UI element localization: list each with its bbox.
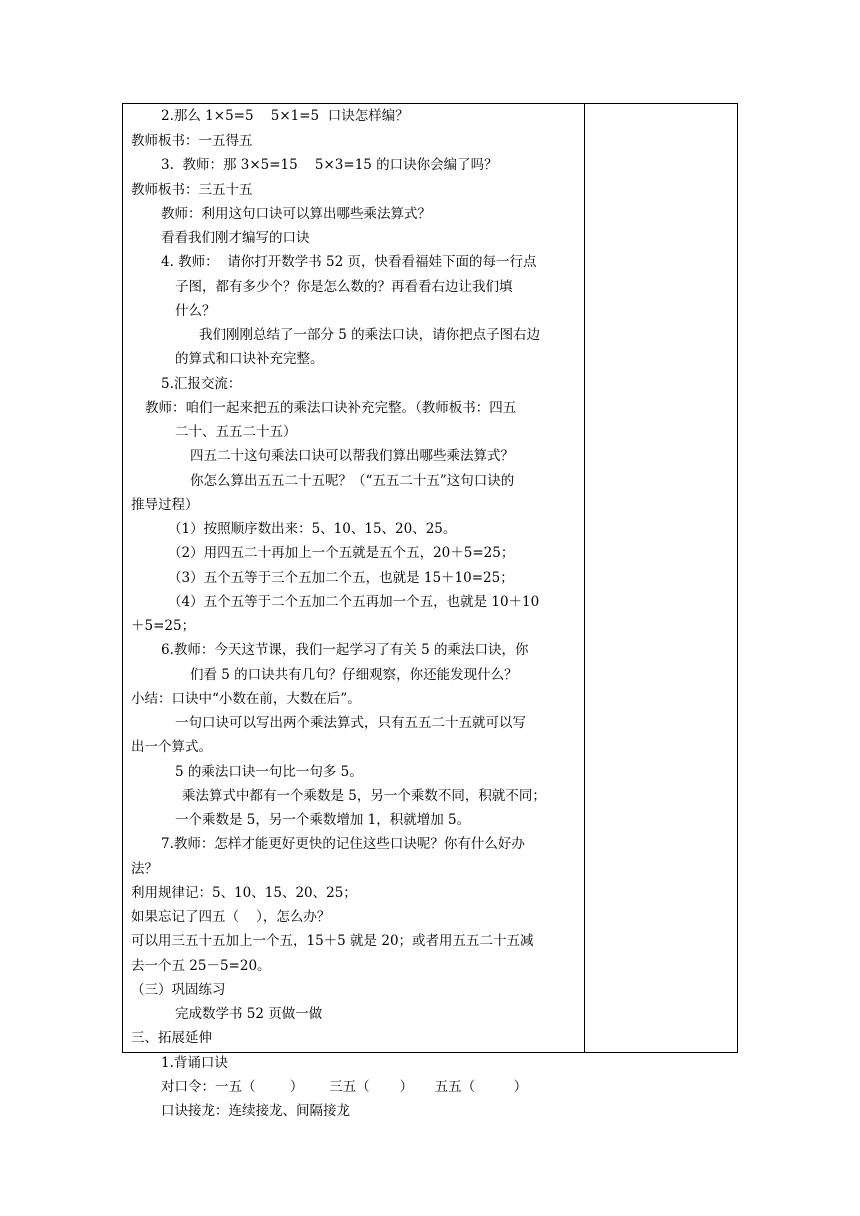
text-line: 一个乘数是 5，另一个乘数增加 1，积就增加 5。 bbox=[175, 812, 471, 828]
text-line: 三、拓展延伸 bbox=[131, 1030, 212, 1046]
text-line: 教师板书：三五十五 bbox=[131, 182, 253, 198]
text-line: （三）巩固练习 bbox=[131, 982, 226, 998]
text-line: 如果忘记了四五（ ），怎么办？ bbox=[131, 909, 331, 925]
text-line: 口诀接龙：连续接龙、间隔接龙 bbox=[161, 1103, 350, 1119]
text-line: 看看我们刚才编写的口诀 bbox=[161, 230, 310, 246]
text-line: 的算式和口诀补充完整。 bbox=[175, 351, 324, 367]
text-line: 7.教师：怎样才能更好更快的记住这些口诀呢？你有什么好办 bbox=[161, 836, 525, 852]
column-divider bbox=[584, 104, 585, 1052]
text-line: 二十、五五二十五） bbox=[175, 424, 297, 440]
text-line: 你怎么算出五五二十五呢？（“五五二十五”这句口诀的 bbox=[190, 473, 515, 489]
text-line: 利用规律记：5、10、15、20、25； bbox=[131, 885, 357, 901]
text-line: （4）五个五等于二个五加二个五再加一个五，也就是 10＋10 bbox=[168, 594, 540, 610]
text-line: 3. 教师：那 3×5=15 5×3=15 的口诀你会编了吗？ bbox=[161, 157, 498, 173]
text-line: 教师：咱们一起来把五的乘法口诀补充完整。（教师板书：四五 bbox=[145, 400, 517, 416]
text-line: 5 的乘法口诀一句比一句多 5。 bbox=[175, 764, 363, 780]
text-line: 教师板书：一五得五 bbox=[131, 133, 253, 149]
text-line: 6.教师：今天这节课，我们一起学习了有关 5 的乘法口诀，你 bbox=[161, 642, 529, 658]
text-line: 小结：口诀中“小数在前，大数在后”。 bbox=[131, 691, 361, 707]
text-line: 乘法算式中都有一个乘数是 5，另一个乘数不同，积就不同； bbox=[182, 788, 546, 804]
text-line: 出一个算式。 bbox=[131, 739, 212, 755]
text-line: 一句口诀可以写出两个乘法算式，只有五五二十五就可以写 bbox=[175, 715, 526, 731]
text-line: 我们刚刚总结了一部分 5 的乘法口诀，请你把点子图右边 bbox=[199, 327, 541, 343]
text-line: 什么？ bbox=[175, 303, 216, 319]
text-line: （1）按照顺序数出来：5、10、15、20、25。 bbox=[168, 521, 457, 537]
text-line: （3）五个五等于三个五加二个五，也就是 15＋10=25； bbox=[168, 570, 514, 586]
text-line: 5.汇报交流： bbox=[161, 376, 242, 392]
text-line: 对口令：一五（ ） 三五（ ） 五五（ ） bbox=[161, 1079, 528, 1095]
text-line: 四五二十这句乘法口诀可以帮我们算出哪些乘法算式？ bbox=[190, 448, 514, 464]
text-line: 2.那么 1×5=5 5×1=5 口诀怎样编？ bbox=[161, 108, 409, 124]
text-line: （2）用四五二十再加上一个五就是五个五，20＋5=25； bbox=[168, 545, 515, 561]
text-line: 法？ bbox=[131, 861, 158, 877]
text-line: 完成数学书 52 页做一做 bbox=[175, 1006, 323, 1022]
text-line: 教师：利用这句口诀可以算出哪些乘法算式？ bbox=[161, 206, 431, 222]
text-line: 可以用三五十五加上一个五，15＋5 就是 20；或者用五五二十五减 bbox=[131, 933, 534, 949]
text-line: 们看 5 的口诀共有几句？仔细观察，你还能发现什么？ bbox=[190, 667, 518, 683]
text-line: ＋5=25； bbox=[131, 618, 196, 634]
text-line: 1.背诵口诀 bbox=[161, 1055, 228, 1071]
text-line: 4. 教师： 请你打开数学书 52 页，快看看福娃下面的每一行点 bbox=[161, 254, 537, 270]
text-line: 去一个五 25－5=20。 bbox=[131, 958, 271, 974]
text-line: 子图，都有多少个？你是怎么数的？再看看右边让我们填 bbox=[175, 279, 513, 295]
text-line: 推导过程） bbox=[131, 497, 199, 513]
